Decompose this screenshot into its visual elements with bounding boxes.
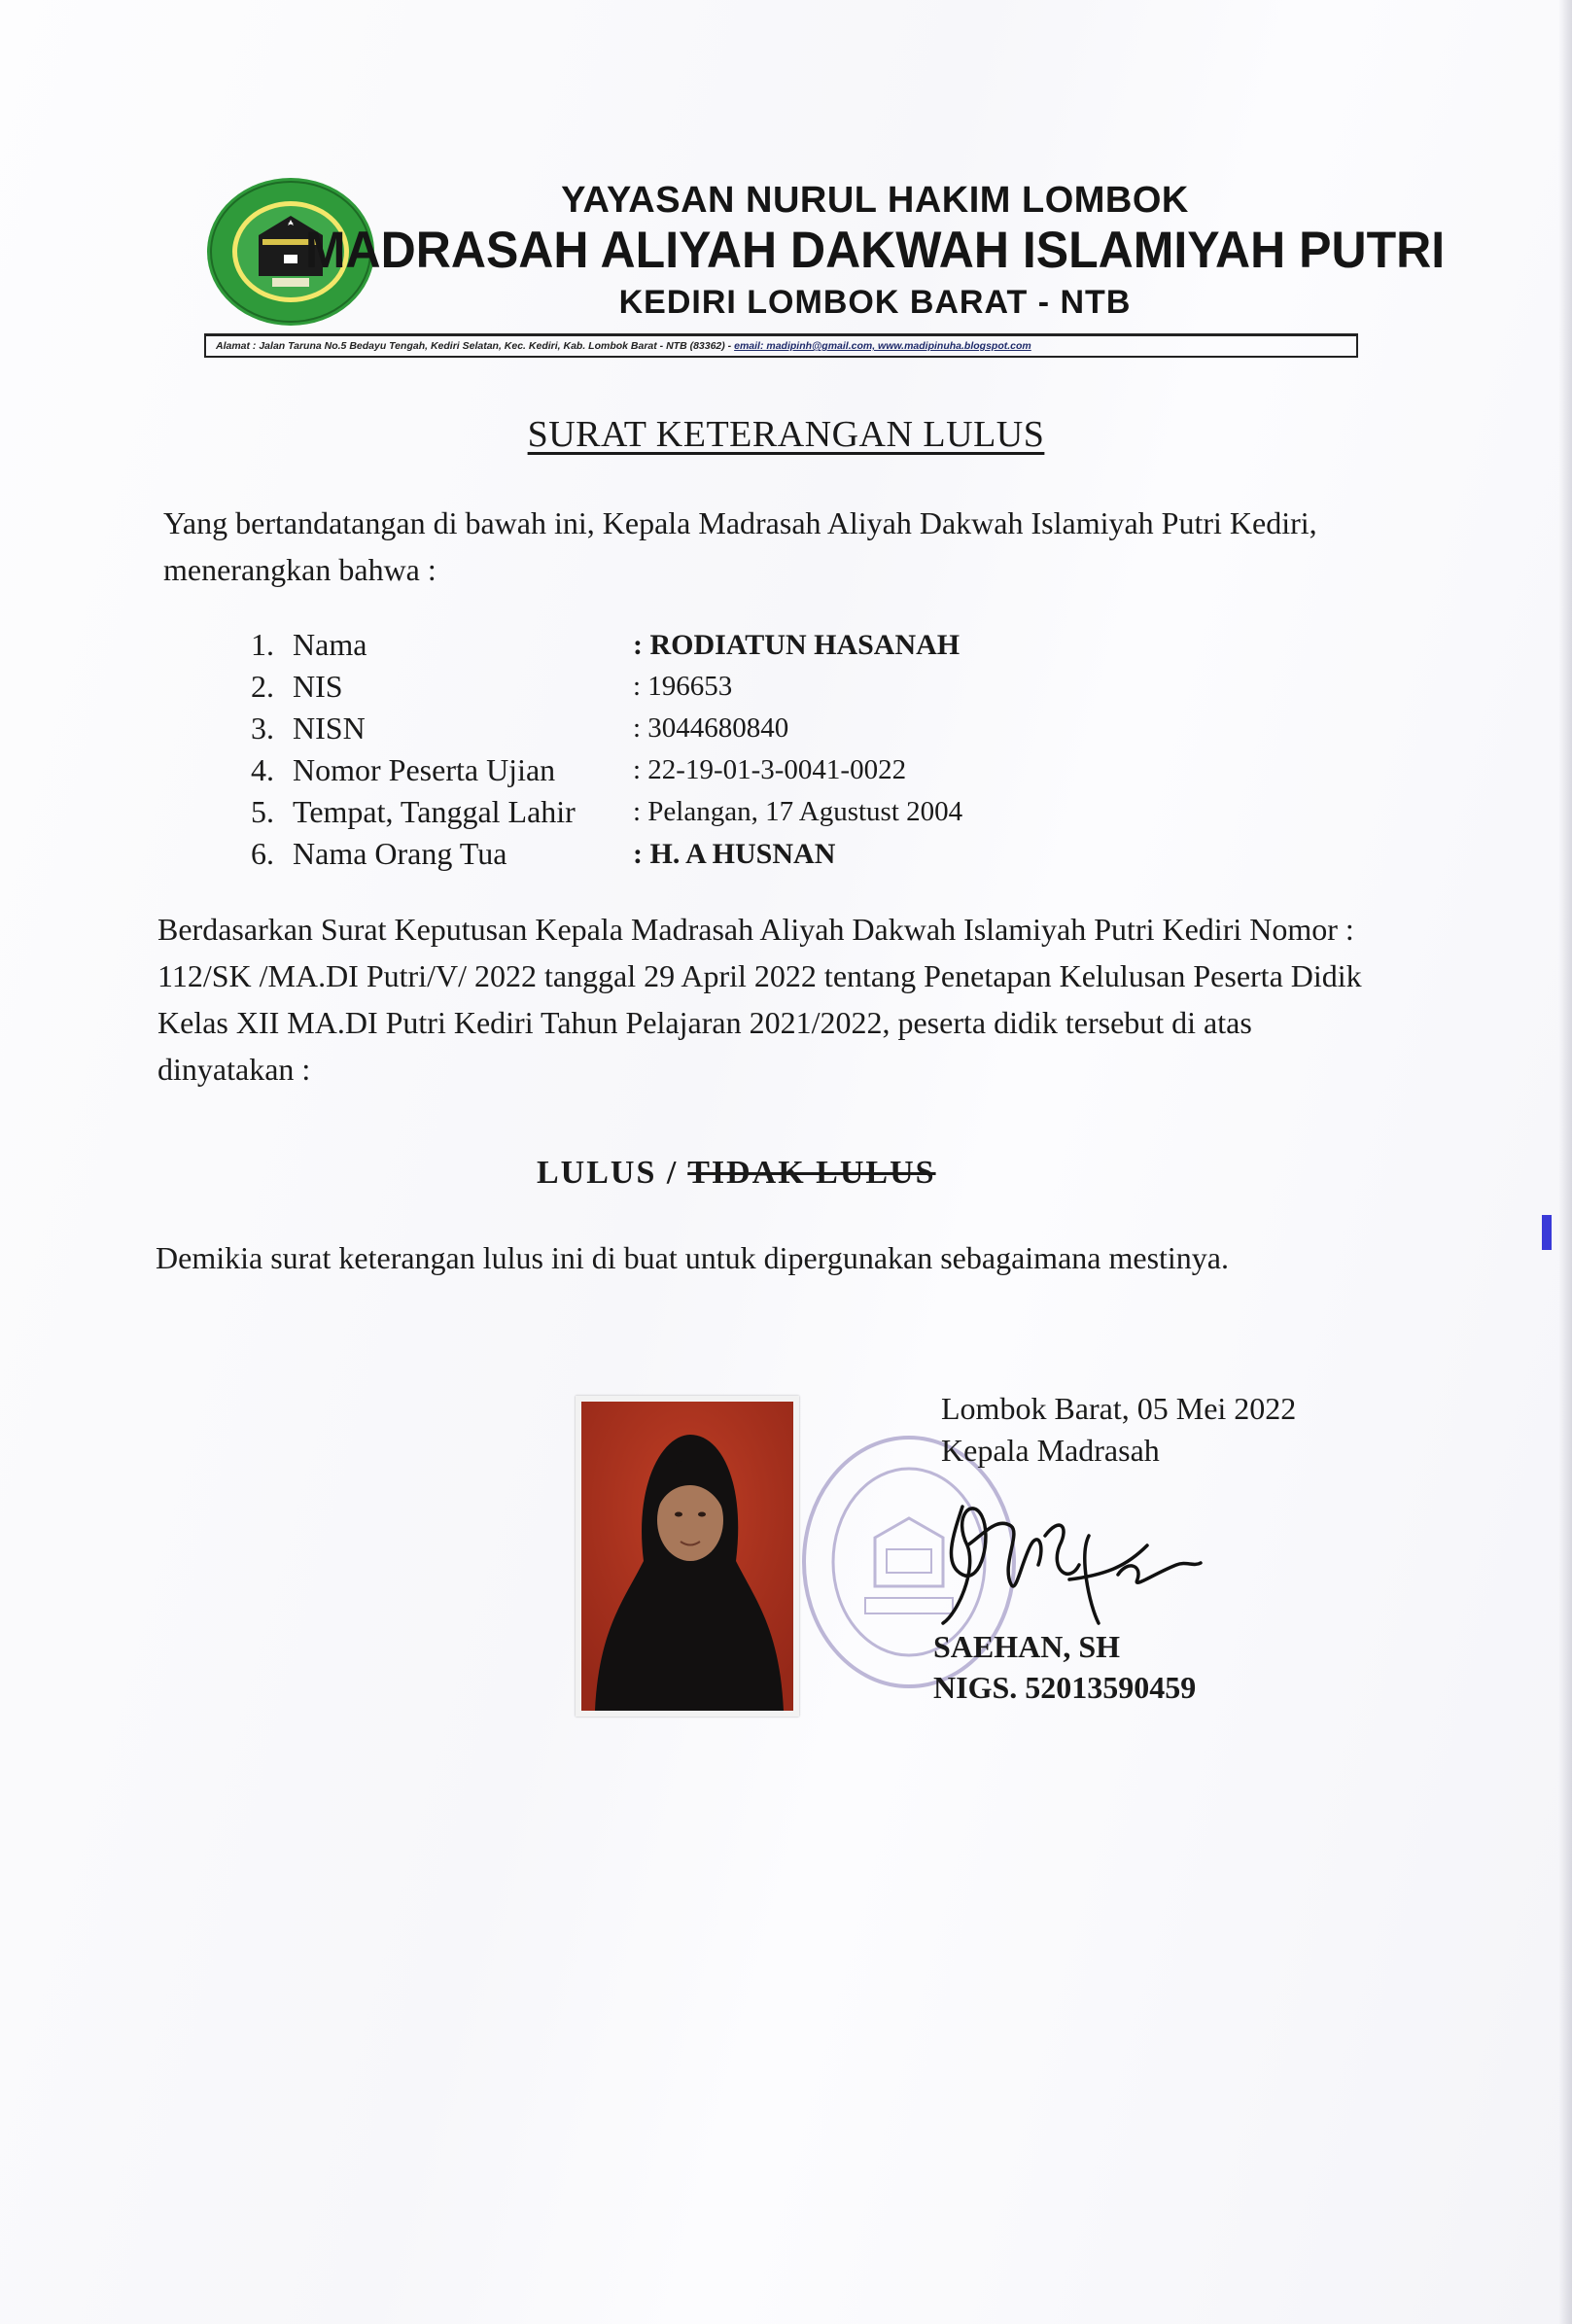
signatory-name: SAEHAN, SH bbox=[933, 1629, 1121, 1664]
student-photo bbox=[576, 1396, 799, 1717]
contact-text: email: madipinh@gmail.com, www.madipinuha.blogspot.com bbox=[734, 340, 1031, 352]
field-number: 4. bbox=[251, 752, 274, 787]
field-label: Nama Orang Tua bbox=[293, 836, 507, 871]
field-label: Nomor Peserta Ujian bbox=[293, 752, 556, 787]
signatory-nigs: NIGS. 52013590459 bbox=[933, 1670, 1197, 1705]
field-value: : RODIATUN HASANAH bbox=[633, 629, 961, 661]
foundation-name: YAYASAN NURUL HAKIM LOMBOK bbox=[561, 180, 1189, 221]
field-value: : Pelangan, 17 Agustust 2004 bbox=[633, 796, 963, 827]
field-label: NISN bbox=[293, 711, 366, 746]
field-label: Tempat, Tanggal Lahir bbox=[293, 794, 576, 829]
field-value: : 22-19-01-3-0041-0022 bbox=[633, 754, 907, 785]
field-label: Nama bbox=[293, 627, 367, 662]
result-fail-struck: TIDAK LULUS bbox=[687, 1155, 936, 1191]
result-separator: / bbox=[656, 1155, 688, 1191]
field-value: : 3044680840 bbox=[633, 712, 789, 744]
field-label: NIS bbox=[293, 669, 343, 704]
field-number: 1. bbox=[251, 627, 274, 662]
address-bar bbox=[204, 333, 1358, 358]
field-number: 2. bbox=[251, 669, 274, 704]
field-number: 3. bbox=[251, 711, 274, 746]
result-pass: LULUS bbox=[537, 1155, 657, 1191]
school-name: MADRASAH ALIYAH DAKWAH ISLAMIYAH PUTRI bbox=[304, 221, 1446, 279]
document-title: SURAT KETERANGAN LULUS bbox=[527, 414, 1045, 455]
intro-paragraph: Yang bertandatangan di bawah ini, Kepala Madrasah Aliyah Dakwah Islamiyah Putri Kediri, menerangkan bahwa : bbox=[163, 505, 1317, 587]
address-text: Alamat : Jalan Taruna No.5 Bedayu Tengah, Kediri Selatan, Kec. Kediri, Kab. Lombok Barat - NTB (83362) - bbox=[216, 340, 735, 352]
blue-edge-mark bbox=[1542, 1215, 1552, 1250]
school-location: KEDIRI LOMBOK BARAT - NTB bbox=[618, 284, 1132, 321]
decision-paragraph: Berdasarkan Surat Keputusan Kepala Madrasah Aliyah Dakwah Islamiyah Putri Kediri Nomor : 112/SK /MA.DI Putri/V/ 2022 tanggal 29 April 2022 tentang Penetapan Kelulusan Peserta Didik Kelas XII MA.DI Putri Kediri Tahun Pelajaran 2021/2022, peserta didik tersebut di atas dinyatakan : bbox=[157, 912, 1362, 1087]
closing-paragraph: Demikia surat keterangan lulus ini di buat untuk dipergunakan sebagaimana mestinya. bbox=[156, 1240, 1229, 1275]
field-number: 5. bbox=[251, 794, 274, 829]
signing-place-date: Lombok Barat, 05 Mei 2022 bbox=[941, 1391, 1297, 1426]
field-number: 6. bbox=[251, 836, 274, 871]
page-edge-shadow bbox=[1558, 0, 1572, 2324]
handwritten-signature bbox=[924, 1477, 1205, 1633]
field-value: : 196653 bbox=[633, 671, 733, 702]
field-value: : H. A HUSNAN bbox=[633, 838, 836, 870]
signatory-role: Kepala Madrasah bbox=[941, 1433, 1160, 1468]
graduation-result bbox=[537, 1155, 936, 1192]
